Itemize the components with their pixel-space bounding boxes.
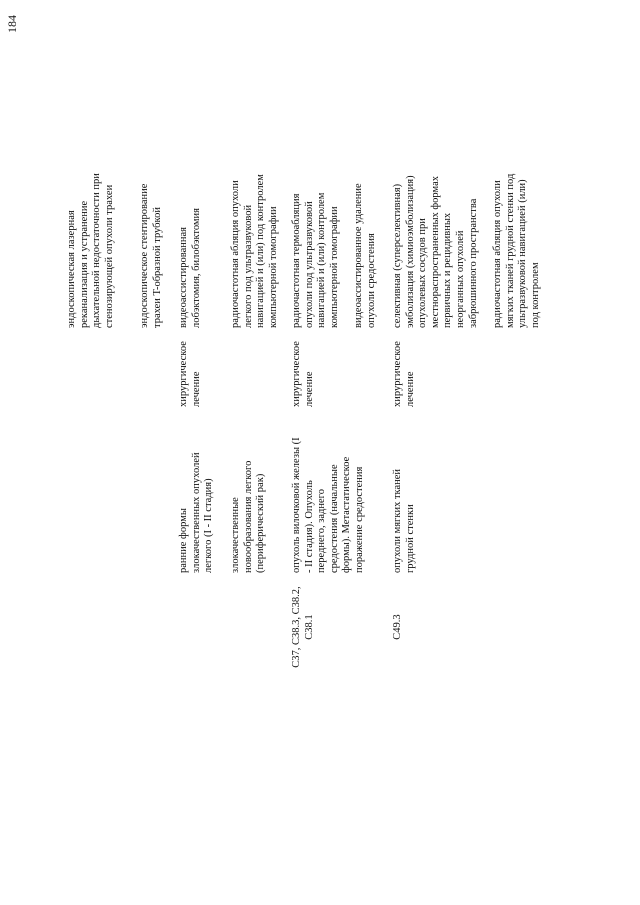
diagnosis-cell: ранние формы злокачественных опухолей легкого (I - II стадия)	[178, 452, 215, 573]
method-cell: хирургическое лечение	[392, 341, 416, 407]
method-cell: хирургическое лечение	[178, 341, 202, 407]
treatment-cell: селективная (суперселективная) эмболизация (химиоэмболизация) опухолевых сосудов при местнораспространенных формах первичных и рецидивных неорганных опухолей забрюшинного пространства	[392, 175, 479, 328]
treatment-cell: радиочастотная термоабляция опухоли под ультразвуковой навигацией и (или) контролем компьютерной томографии	[291, 192, 340, 328]
treatment-cell: видеоассистированная лобэктомия, билобэктомия	[178, 207, 202, 328]
treatment-cell: радиочастотная абляция опухоли легкого под ультразвуковой навигацией и (или) под контролем компьютерной томографии	[230, 174, 279, 328]
treatment-cell: эндоскопическое стентирование трахеи T-образной трубкой	[139, 183, 163, 328]
icd-code-cell: C49.3	[392, 614, 403, 640]
icd-code-cell: C37, C38.3, C38.2, C38.1	[291, 586, 315, 668]
page-number: 184	[5, 15, 19, 33]
treatment-cell: радиочастотная абляция опухоли мягких тканей грудной стенки под ультразвуковой навигацией (или) под контролем	[492, 173, 541, 328]
diagnosis-cell: опухоль вилочковой железы (I - II стадия). Опухоль переднего, заднего средостения (начальные формы). Метастатическое поражение средостения	[291, 437, 365, 573]
diagnosis-cell: опухоли мягких тканей грудной стенки	[392, 468, 416, 573]
method-cell: хирургическое лечение	[291, 341, 315, 407]
diagnosis-cell: злокачественные новообразования легкого (периферический рак)	[230, 460, 267, 573]
treatment-cell: видеоассистированное удаление опухоли средостения	[353, 183, 377, 328]
treatment-cell: эндоскопическая лазерная реканализация и устранение дыхательной недостаточности при стенозирующей опухоли трахеи	[66, 173, 115, 328]
